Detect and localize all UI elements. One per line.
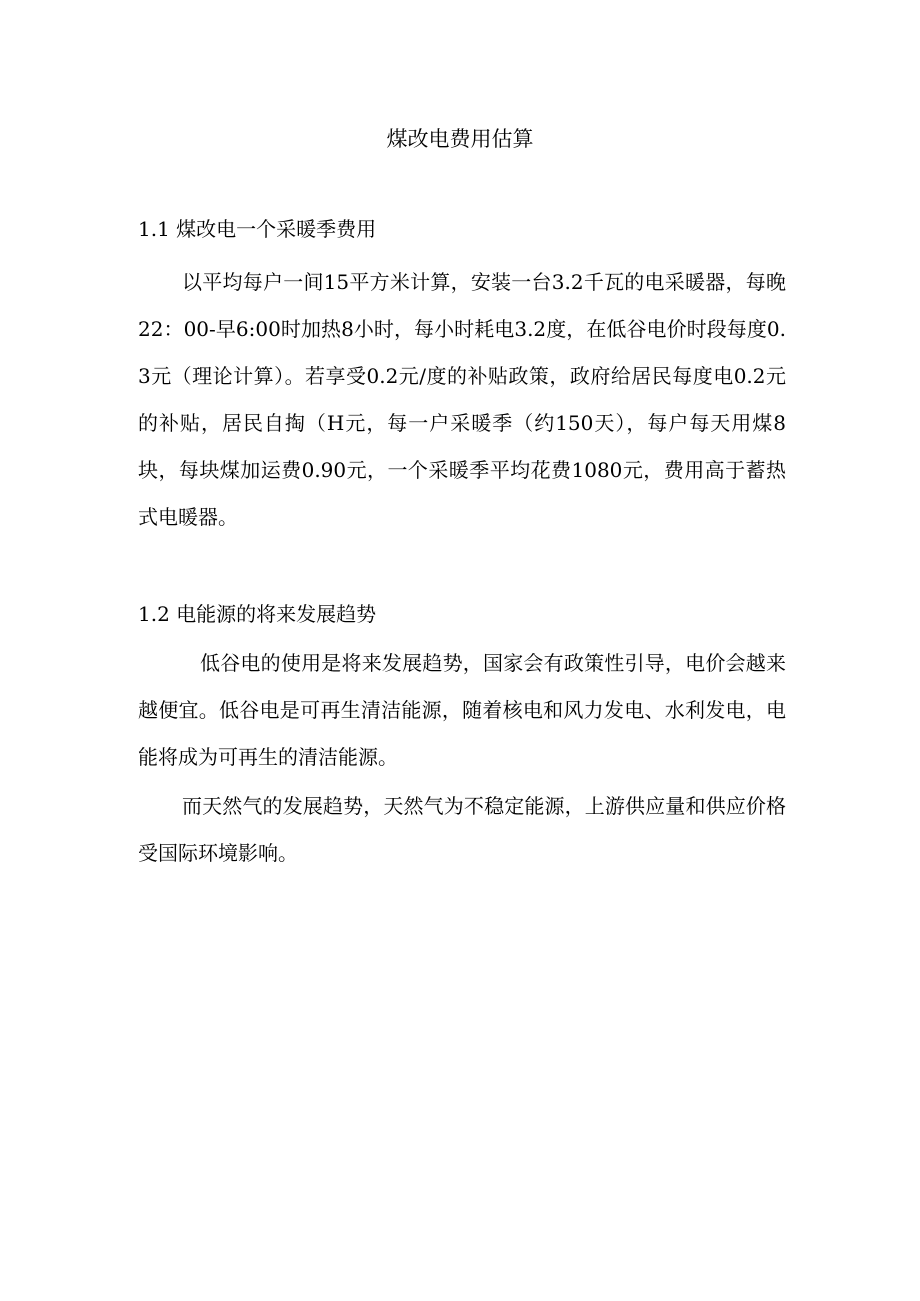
- paragraph-valley-electricity: 低谷电的使用是将来发展趋势，国家会有政策性引导，电价会越来越便宜。低谷电是可再生清洁能源，随着核电和风力发电、水利发电，电能将成为可再生的清洁能源。: [138, 651, 786, 769]
- document-title: 煤改电费用估算: [386, 127, 534, 151]
- paragraph-natural-gas: 而天然气的发展趋势，天然气为不稳定能源，上游供应量和供应价格受国际环境影响。: [138, 794, 786, 865]
- section-heading-1-1: 1.1 煤改电一个采暖季费用: [138, 217, 377, 241]
- paragraph-heating-cost: 以平均每户一间15平方米计算，安装一台3.2千瓦的电采暖器，每晚22：00-早6:00时加热8小时，每小时耗电3.2度，在低谷电价时段每度0.3元（理论计算）。若享受0.2元/度的补贴政策，政府给居民每度电0.2元的补贴，居民自掏（H元，每一户采暖季（约150天），每户每天用煤8块，每块煤加运费0.90元，一个采暖季平均花费1080元，费用高于蓄热式电暖器。: [138, 270, 786, 529]
- section-heading-1-2: 1.2 电能源的将来发展趋势: [138, 602, 377, 626]
